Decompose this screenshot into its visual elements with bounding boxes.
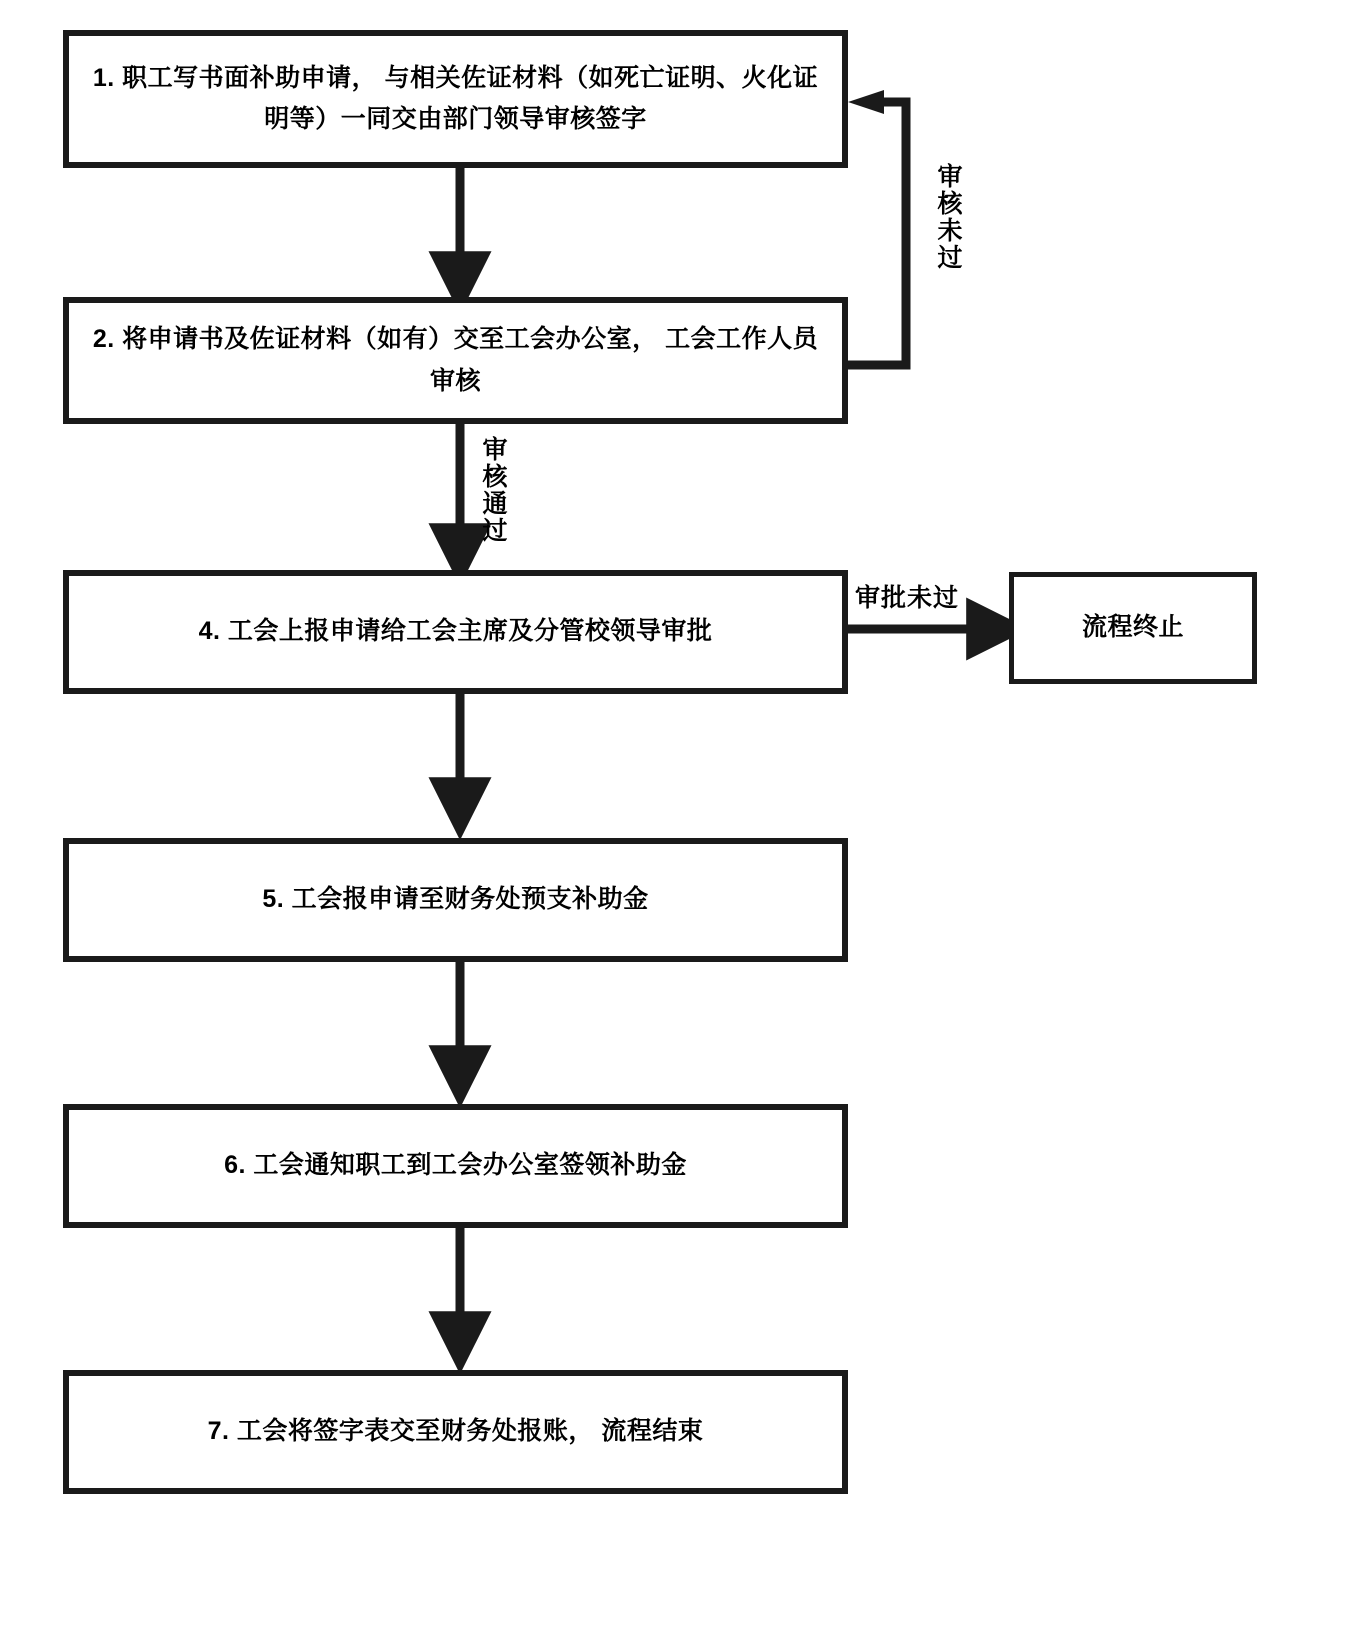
edge-label-approval-failed: 审批未过	[855, 584, 960, 612]
node-step5[interactable]	[63, 838, 848, 962]
edge-label-review-passed: 审核通过	[479, 436, 507, 544]
node-step2[interactable]	[63, 297, 848, 424]
node-step2-label: 2. 将申请书及佐证材料（如有）交至工会办公室， 工会工作人员审核	[92, 325, 819, 395]
node-step4[interactable]	[63, 570, 848, 694]
edge-label-review-failed: 审核未过	[934, 163, 962, 271]
node-step1-label: 1. 职工写书面补助申请， 与相关佐证材料（如死亡证明、火化证明等）一同交由部门领导审核签字	[92, 63, 819, 133]
node-step7-label: 7. 工会将签字表交至财务处报账， 流程结束	[207, 1417, 704, 1446]
node-step6-label: 6. 工会通知职工到工会办公室签领补助金	[224, 1151, 687, 1180]
node-step7[interactable]	[63, 1370, 848, 1494]
node-terminate-label: 流程终止	[1081, 613, 1184, 642]
node-step5-label: 5. 工会报申请至财务处预支补助金	[262, 885, 649, 914]
node-terminate[interactable]	[1009, 572, 1257, 684]
node-step1[interactable]	[63, 30, 848, 168]
node-step6[interactable]	[63, 1104, 848, 1228]
node-step4-label: 4. 工会上报申请给工会主席及分管校领导审批	[198, 617, 713, 646]
